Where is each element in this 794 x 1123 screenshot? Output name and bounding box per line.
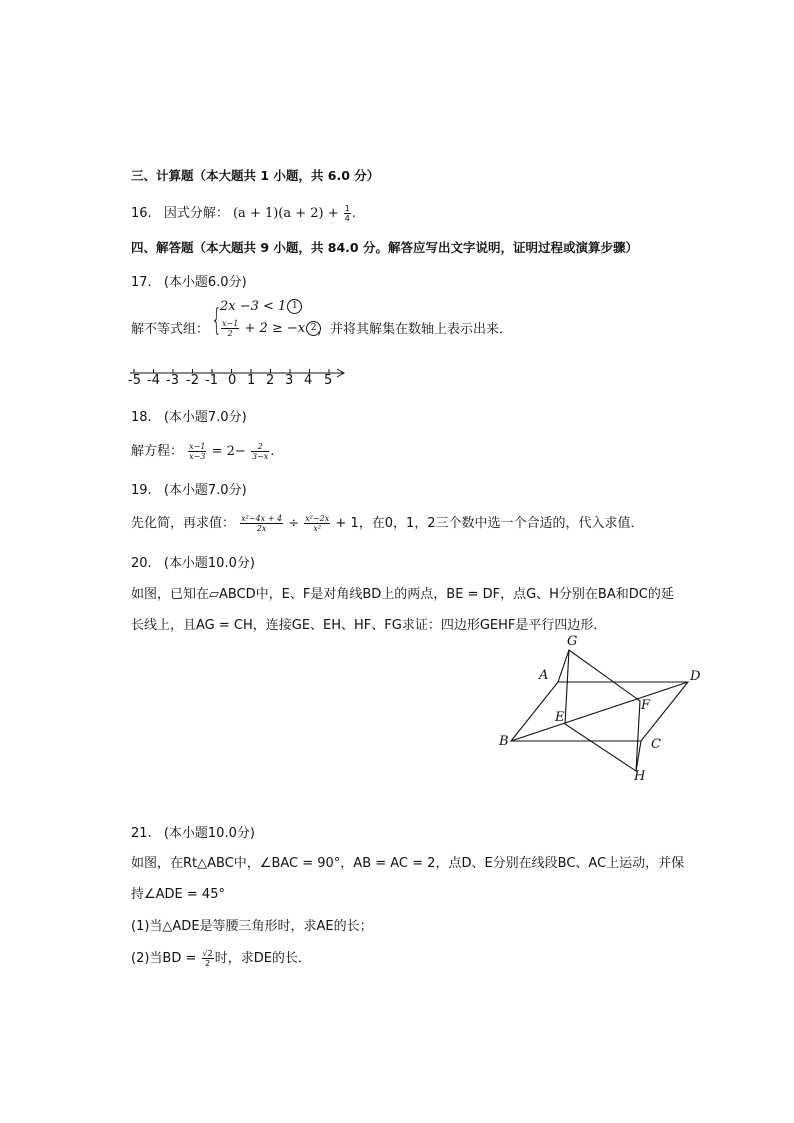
fraction (188, 442, 206, 461)
tick-label: -2 (186, 373, 199, 388)
fraction-denominator: 2 (202, 958, 214, 968)
brace: { (211, 303, 222, 338)
question-21-part-2 (131, 947, 311, 968)
fraction-numerator: x−1 (222, 319, 239, 328)
question-label: 因式分解： (163, 206, 229, 221)
fraction-numerator: x−1 (189, 442, 206, 451)
question-number: 16. (131, 206, 152, 221)
fraction-numerator: 2 (257, 442, 263, 451)
fraction-numerator: 1 (344, 204, 350, 213)
question-number: 21. (131, 826, 152, 841)
tick-label: 2 (266, 373, 275, 388)
question-score: (本小题10.0分) (163, 826, 255, 841)
tick-label: 4 (304, 373, 313, 388)
period: . (351, 206, 357, 221)
fraction-denominator: 4 (344, 214, 350, 223)
fraction-denominator: x² (304, 523, 330, 533)
fraction (304, 514, 330, 533)
question-20-line-1: 如图，已知在▱ABCD中，E、F是对角线BD上的两点，BE = DF，点G、H分别在BA和DC的延 (131, 587, 674, 602)
geometry-figure (490, 630, 710, 790)
fraction-numerator: √2 (202, 949, 213, 958)
question-21-line-1: 如图，在Rt△ABC中，∠BAC = 90°，AB = AC = 2，点D、E分别在线段BC、AC上运动，并保 (131, 856, 685, 871)
math-expression: (a + 1)(a + 2) + (232, 206, 339, 221)
question-16 (131, 202, 356, 223)
question-score: (本小题10.0分) (163, 556, 255, 571)
label-C: C (651, 737, 661, 752)
question-17-title (131, 271, 247, 290)
question-label: 解方程： (131, 444, 184, 459)
label-B: B (499, 734, 509, 749)
tick-label: -5 (128, 373, 141, 388)
tick-label: -4 (147, 373, 160, 388)
part-2-end: 时，求DE的长． (214, 951, 311, 966)
question-number: 20. (131, 556, 152, 571)
equals-two-minus: = 2− (211, 444, 246, 459)
question-21-line-2: 持∠ADE = 45° (131, 887, 225, 902)
section-4-header: 四、解答题（本大题共 9 小题，共 84.0 分。解答应写出文字说明，证明过程或演算步骤） (131, 240, 638, 255)
question-20-title (131, 552, 255, 571)
label-F: F (641, 698, 651, 713)
circled-number-1: 1 (287, 299, 302, 314)
tick-label: -3 (166, 373, 179, 388)
inequality-2-text: + 2 ≥ −x (244, 321, 306, 336)
question-label: 先化简，再求值： (131, 516, 236, 531)
question-number: 19. (131, 483, 152, 498)
question-number: 17. (131, 275, 152, 290)
circled-number-2: 2 (306, 321, 321, 336)
section-3-header: 三、计算题（本大题共 1 小题，共 6.0 分） (131, 168, 380, 183)
fraction (202, 949, 214, 968)
fraction (221, 319, 239, 338)
question-18-title (131, 406, 247, 425)
label-A: A (539, 668, 549, 683)
diagonal-bd (511, 682, 688, 741)
period: . (270, 444, 275, 459)
tick-label: 0 (228, 373, 237, 388)
tick-label: 5 (324, 373, 333, 388)
fraction (251, 442, 269, 461)
inequality-1-text: 2x −3 < 1 (220, 299, 287, 314)
fraction-numerator: x²−4x + 4 (241, 514, 283, 523)
question-19-body (131, 512, 644, 533)
question-21-title (131, 822, 255, 841)
fraction-denominator: 2x (240, 523, 283, 533)
question-20-line-2: 长线上，且AG = CH，连接GE、EH、HF、FG求证：四边形GEHF是平行四边形． (131, 618, 607, 633)
tick-label: 1 (247, 373, 256, 388)
label-D: D (690, 669, 701, 684)
label-G: G (567, 634, 578, 649)
question-19-rest: + 1，在0，1，2三个数中选一个合适的，代入求值． (335, 516, 644, 531)
fraction (344, 204, 351, 223)
fraction (240, 514, 283, 533)
q17-prefix: 解不等式组： (131, 322, 210, 337)
q17-suffix: ，并将其解集在数轴上表示出来． (317, 322, 513, 337)
divide-sign: ÷ (288, 516, 300, 531)
question-number: 18. (131, 410, 152, 425)
tick-label: 3 (285, 373, 294, 388)
fraction-denominator: x−3 (189, 452, 206, 461)
inequality-2 (220, 319, 321, 338)
fraction-denominator: 3−x (251, 452, 269, 461)
inequality-1 (220, 299, 302, 314)
question-18-body (131, 440, 274, 461)
question-score: (本小题7.0分) (163, 410, 247, 425)
question-21-part-1: (1)当△ADE是等腰三角形时，求AE的长； (131, 919, 373, 934)
part-2-start: (2)当BD = (131, 951, 197, 966)
question-score: (本小题7.0分) (163, 483, 247, 498)
tick-label: -1 (205, 373, 218, 388)
fraction-numerator: x²−2x (305, 514, 330, 523)
question-score: (本小题6.0分) (163, 275, 247, 290)
fraction-denominator: 2 (221, 328, 239, 338)
label-H: H (634, 769, 646, 784)
label-E: E (555, 710, 565, 725)
question-19-title (131, 479, 247, 498)
